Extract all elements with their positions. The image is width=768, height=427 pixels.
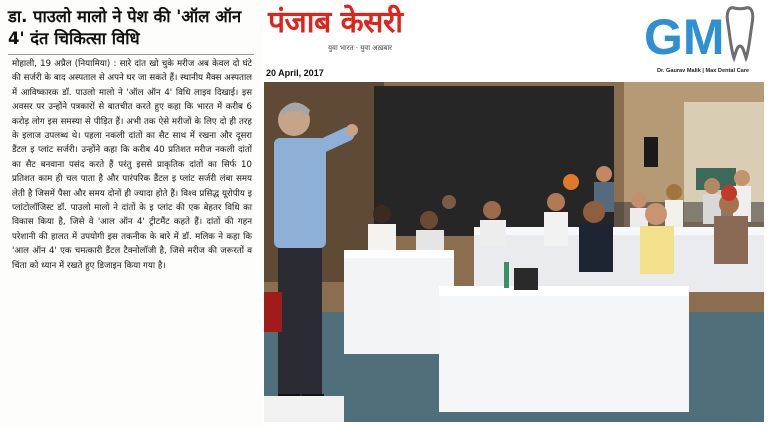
clinic-brand	[640, 2, 766, 80]
headline-divider	[8, 54, 254, 55]
speaker-box	[644, 137, 658, 167]
table-front-left	[344, 254, 454, 354]
masthead-title: पंजाब केसरी	[268, 5, 403, 40]
tooth-icon	[727, 8, 753, 58]
article-body: मोहाली, 19 अप्रैल (नियामिया) : सारे दांत खो चुके मरीज अब केवल दो घंटे की सर्जरी के बाद अस्पताल से अपने घर जा सकते हैं। स्थानीय मैक्स अस्पताल में आविष्कारक डॉ. पाउलो मालो ने 'ऑल ऑन 4' विधि लाइव दिखाई। इस अवसर पर उन्होंने पत्रकारों से बातचीत करते हुए कहा कि भारत में करीब 6 करोड़ लोग इस समस्या से पीड़ित हैं। अभी तक ऐसे मरीजों के लिए दो ही तरह के इलाज उपलब्ध थे। पहला नकली दांतों का सैट साथ में रखना और दूसरा डैंटल इ प्लांट सर्जरी। उन्होंने कहा कि करीब 40 प्रतिशत मरीज नकली दांतों का सैट बनवाना पसंद करते हैं परंतु इससे प्राकृतिक दांतों का सिर्फ 10 प्रतिशत काम ही चल पाता है और पारंपरिक डैंटल इ प्लांट सर्जरी लंबा समय लेती है जिसमें पैसा और समय दोनों ही ज्यादा होते हैं। विश्व प्रसिद्ध यूरोपीय इ प्लांटोलॉजिस्ट डॉ. पाउलो मालो ने दांतों के इ प्लांट की एक बेहतर विधि का विकास किया है, जिसे वे 'आल ऑन 4' ट्रीटमैंट कहते हैं। दांतों की गहन परेशानी की हालत में उपयोगी इस तकनीक के बारे में डॉ. मलिक ने कहा कि 'आल ऑन 4' एक चमत्कारी डैंटल टैक्नोलॉजी है, जिसे मरीज की जरूरतों व चिंता को ध्यान में रखते हुए डिजाइन किया गया है।	[12, 59, 252, 271]
brand-caption: Dr. Gaurav Malik | Max Dental Care	[656, 68, 750, 74]
water-bottle	[504, 262, 509, 288]
article-headline: डा. पाउलो मालो ने पेश की 'ऑल ऑन 4' दंत चिकित्सा विधि	[8, 7, 242, 48]
article-column	[0, 0, 262, 427]
foreground-device	[264, 396, 344, 422]
gm-logo-icon	[642, 2, 762, 66]
event-photo	[264, 82, 764, 422]
publication-date: 20 April, 2017	[266, 68, 324, 78]
chair	[264, 292, 282, 332]
table-front-center	[439, 292, 689, 412]
gm-logo-text: GM	[644, 9, 725, 65]
newspaper-masthead	[268, 4, 458, 60]
presenter-trousers	[278, 248, 322, 398]
masthead-tagline: युवा भारत · युवा अख़बार	[328, 44, 392, 52]
presenter-shirt	[274, 138, 326, 248]
event-photo-illustration	[264, 82, 764, 422]
table-microphone	[514, 268, 538, 290]
